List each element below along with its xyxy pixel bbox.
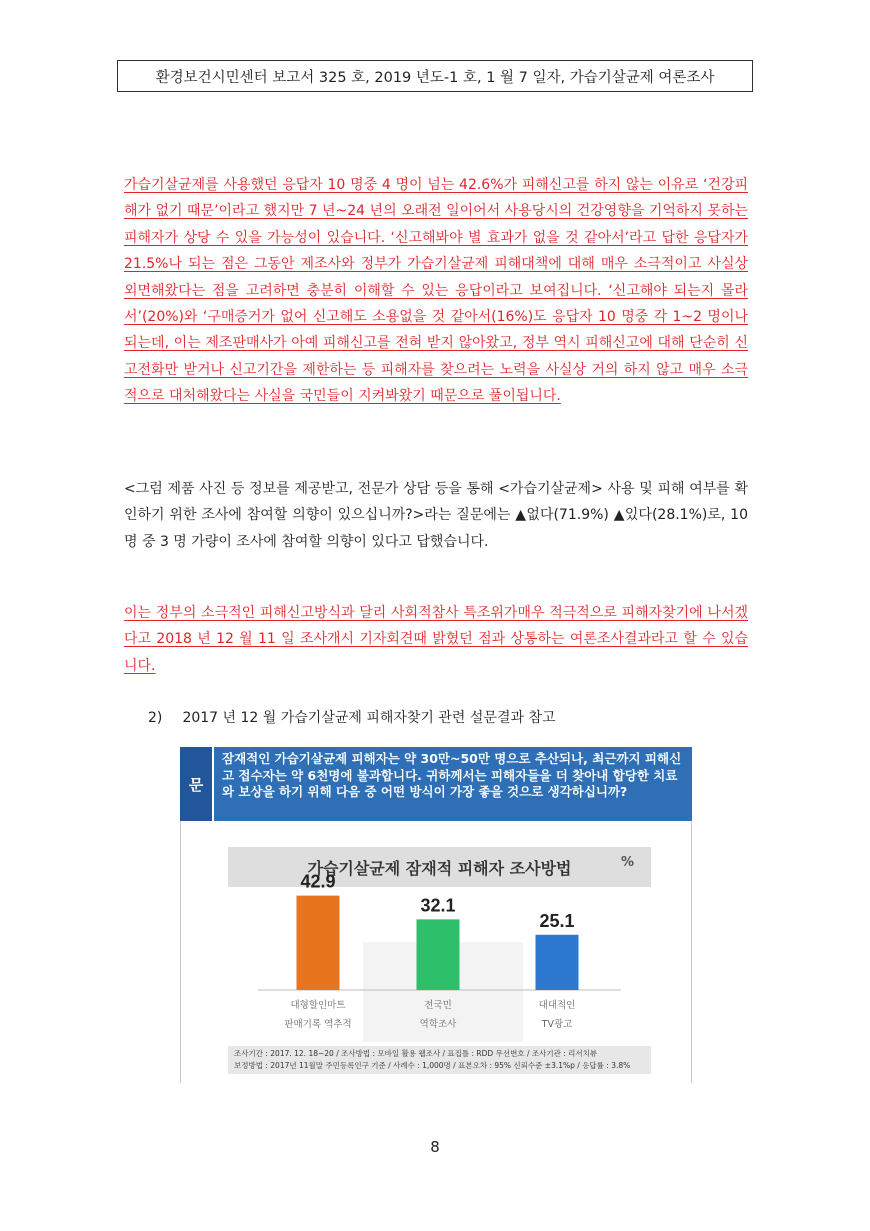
page-number: 8 (430, 1138, 440, 1156)
chart-category-label: 대형할인마트 (290, 1000, 346, 1011)
survey-question-box (180, 747, 692, 821)
section-heading (148, 707, 556, 727)
paragraph-conclusion: 이는 정부의 소극적인 피해신고방식과 달리 사회적참사 특조위가매우 적극적으로 피해자찾기에 나서겠다고 2018 년 12 월 11 일 조사개시 기자회견때 밝혔던 점과 상통하는 여론조사결과라고 할 수 있습니다. (124, 605, 748, 674)
paragraph-nonreport-reasons: 가습기살균제를 사용했던 응답자 10 명중 4 명이 넘는 42.6%가 피해신고를 하지 않는 이유로 ‘건강피해가 없기 때문’이라고 했지만 7 년~24 년의 오래전 일이어서 사용당시의 건강영향을 기억하지 못하는 피해자가 상당 수 있을 가능성이 있습니다. ‘신고해봐야 별 효과가 없을 것 같아서’라고 답한 응답자가 21.5%나 되는 점은 그동안 제조사와 정부가 가습기살균제 피해대책에 대해 매우 소극적이고 사실상 외면해왔다는 점을 고려하면 충분히 이해할 수 있는 응답이라고 보여집니다. ‘신고해야 되는지 몰라서’(20%)와 ‘구매증거가 없어 신고해도 소용없을 것 같아서(16%)도 응답자 10 명중 각 1~2 명이나 되는데, 이는 제조판매사가 아예 피해신고를 전혀 받지 않아왔고, 정부 역시 피해신고에 대해 단순히 신고전화만 받거나 신고기간을 제한하는 등 피해자를 찾으려는 노력을 사실상 거의 하지 않고 매우 소극적으로 대처해왔다는 사실을 국민들이 지켜봐왔기 때문으로 풀이됩니다. (124, 177, 748, 405)
report-header (117, 60, 753, 92)
survey-method-line-1: 조사기간 : 2017. 12. 18~20 / 조사방법 : 모바일 활용 웹조사 / 표집틀 : RDD 무선번호 / 조사기관 : 리서치뷰 (234, 1049, 598, 1058)
section-title: 2017 년 12 월 가습기살균제 피해자찾기 관련 설문결과 참고 (182, 710, 556, 726)
chart-category-label: 전국민 (424, 1000, 452, 1011)
chart-data-label: 42.9 (300, 871, 336, 892)
report-header-text: 환경보건시민센터 보고서 325 호, 2019 년도-1 호, 1 월 7 일자, 가습기살균제 여론조사 (155, 69, 715, 86)
chart-bar (297, 896, 340, 990)
survey-method-note (228, 1046, 651, 1074)
bar-chart (228, 871, 651, 1045)
chart-category-label: 대대적인 (538, 1000, 576, 1011)
chart-title: 가습기살균제 잠재적 피해자 조사방법 (228, 847, 651, 887)
chart-category-label: 판매기록 역추적 (284, 1019, 352, 1030)
question-text: 잠재적인 가습기살균제 피해자는 약 30만~50만 명으로 추산되나, 최근까지 피해신고 접수자는 약 6천명에 불과합니다. 귀하께서는 피해자들을 더 찾아내 합당한 치료와 보상을 하기 위해 다음 중 어떤 방식이 가장 좋을 것으로 생각하십니까? (222, 751, 682, 799)
question-label: 문 (180, 747, 214, 821)
chart-data-label: 25.1 (539, 910, 575, 931)
chart-category-label: 역학조사 (419, 1019, 457, 1030)
chart-data-label: 32.1 (420, 895, 456, 916)
chart-unit: % (621, 855, 635, 870)
chart-bar (536, 935, 579, 990)
paragraph-participation: <그럼 제품 사진 등 정보를 제공받고, 전문가 상담 등을 통해 <가습기살균제> 사용 및 피해 여부를 확인하기 위한 조사에 참여할 의향이 있으십니까?>라는 질문에는 ▲없다(71.9%) ▲있다(28.1%)로, 10 명 중 3 명 가량이 조사에 참여할 의향이 있다고 답했습니다. (124, 481, 748, 550)
section-number: 2) (148, 710, 163, 726)
survey-method-line-2: 보정방법 : 2017년 11월말 주민등록인구 기준 / 사례수 : 1,000명 / 표본오차 : 95% 신뢰수준 ±3.1%p / 응답률 : 3.8% (234, 1061, 631, 1070)
chart-bar (417, 919, 460, 990)
chart-category-label: TV광고 (541, 1019, 573, 1030)
